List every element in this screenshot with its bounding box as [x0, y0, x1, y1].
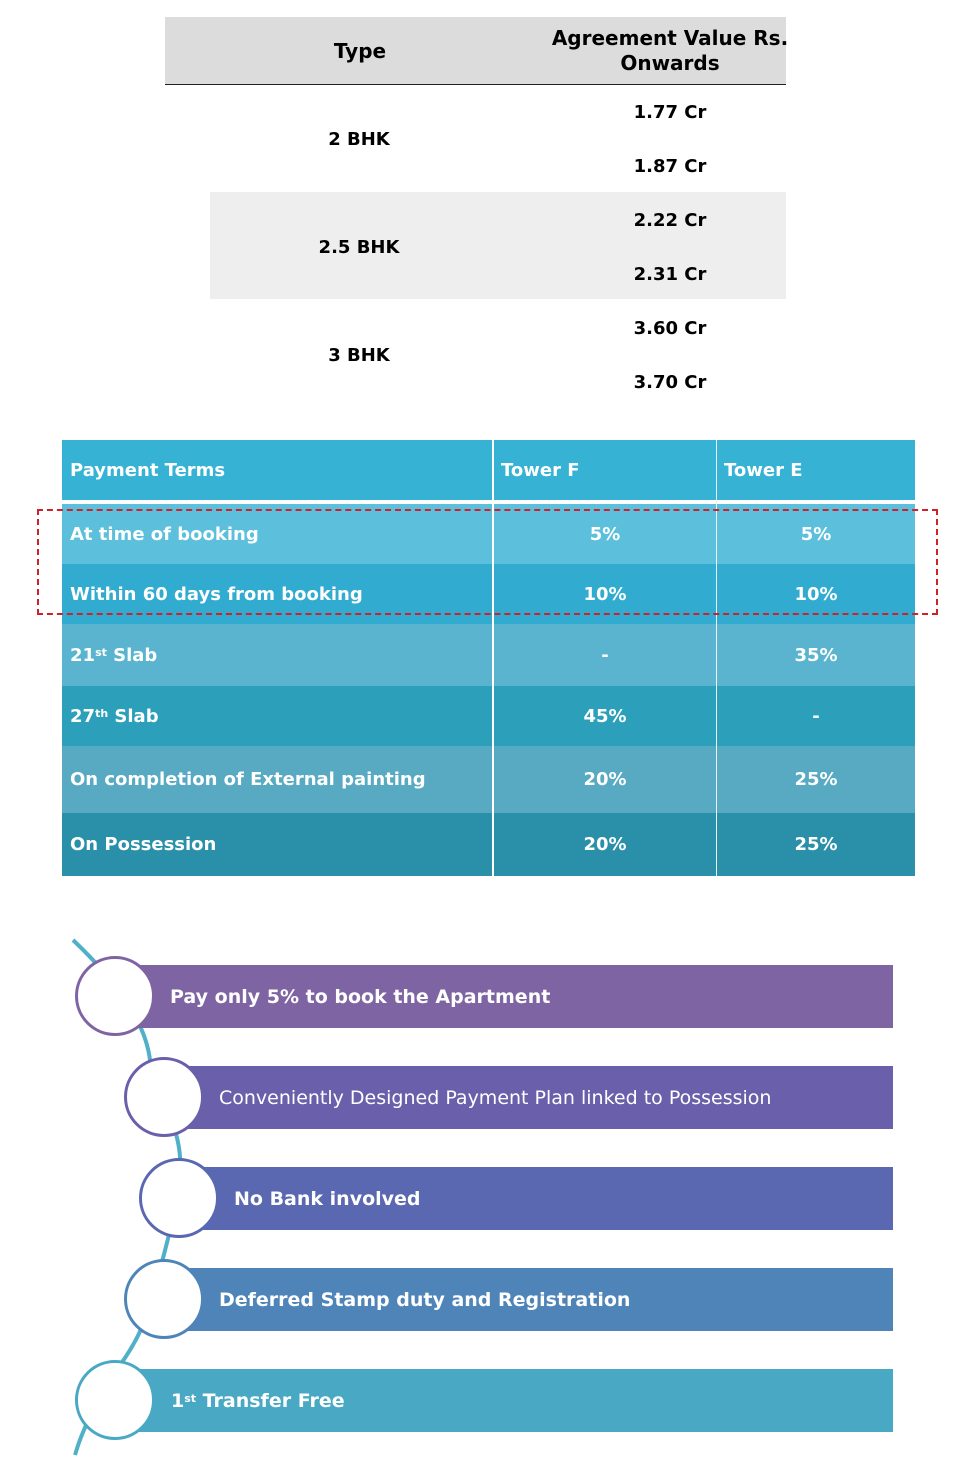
benefit-bar	[165, 1066, 893, 1129]
payment-row	[62, 813, 915, 876]
benefit-text: No Bank involved	[234, 1187, 421, 1210]
tower-f-value: 10%	[583, 583, 627, 605]
type-column-header: Type	[333, 39, 387, 63]
term-label: On completion of External painting	[70, 769, 426, 790]
benefit-bar	[180, 1167, 893, 1230]
tower-f-value: 5%	[589, 523, 621, 545]
payment-terms-table	[62, 440, 915, 876]
slab-number: 21	[70, 644, 96, 666]
value-header-line-1: Agreement Value Rs.	[551, 26, 789, 50]
benefit-bar: 1 $^{st}$ Transfer Free	[115, 1369, 893, 1432]
type-2-5bhk: 2.5 BHK	[318, 237, 400, 258]
tower-f-value: 20%	[583, 834, 627, 855]
slab-text: Slab	[108, 705, 159, 727]
benefit-circle	[75, 1360, 155, 1440]
payment-row	[62, 686, 915, 746]
tower-f-value: -	[601, 644, 609, 666]
benefit-number: 1	[171, 1389, 185, 1412]
benefit-bar	[115, 965, 893, 1028]
tower-f-value: 45%	[583, 705, 627, 727]
tower-e-value: 25%	[794, 834, 838, 855]
value-3bhk-high: 3.70 Cr	[633, 372, 707, 393]
value-2-5bhk-high: 2.31 Cr	[633, 264, 707, 285]
payment-row	[62, 624, 915, 686]
value-header-line-2: Onwards	[620, 51, 720, 75]
pricing-table-header	[165, 17, 789, 85]
slab-number: 27	[70, 705, 96, 727]
benefit-text: Pay only 5% to book the Apartment	[170, 985, 551, 1008]
tower-e-value: 35%	[794, 644, 838, 666]
column-divider	[716, 440, 717, 876]
type-3bhk: 3 BHK	[328, 345, 390, 366]
column-divider	[492, 440, 494, 876]
slab-text: Slab	[106, 644, 158, 666]
tower-e-value: 5%	[800, 523, 832, 545]
term-label: On Possession	[70, 834, 217, 855]
highlight-dashed-box	[37, 509, 938, 615]
benefit-circle	[124, 1259, 204, 1339]
benefit-text: Transfer Free	[196, 1389, 345, 1412]
benefit-text: Conveniently Designed Payment Plan linked to Possession	[219, 1086, 772, 1109]
benefit-bar	[165, 1268, 893, 1331]
term-label: 27 $^{th}$ Slab	[70, 705, 159, 727]
type-2bhk: 2 BHK	[328, 129, 390, 150]
benefit-circle	[124, 1057, 204, 1137]
benefit-text: Deferred Stamp duty and Registration	[219, 1288, 631, 1311]
payment-header-row	[62, 440, 915, 500]
payment-row	[62, 746, 915, 813]
tower-e-value: 10%	[794, 583, 838, 605]
term-label: At time of booking	[70, 523, 259, 545]
tower-e-value: 25%	[794, 769, 838, 790]
value-2-5bhk-low: 2.22 Cr	[633, 210, 707, 231]
value-column-header	[550, 26, 790, 76]
value-3bhk-low: 3.60 Cr	[633, 318, 707, 339]
benefit-circle	[139, 1158, 219, 1238]
tower-e-header: Tower E	[724, 459, 803, 481]
value-2bhk-high: 1.87 Cr	[633, 156, 707, 177]
benefit-circle	[75, 956, 155, 1036]
tower-f-header: Tower F	[501, 459, 580, 481]
payment-terms-header: Payment Terms	[70, 459, 226, 481]
tower-f-value: 20%	[583, 769, 627, 790]
term-label: 21 $^{st}$ Slab	[70, 644, 158, 666]
term-label: Within 60 days from booking	[70, 583, 363, 605]
value-2bhk-low: 1.77 Cr	[633, 102, 707, 123]
tower-e-value: -	[812, 705, 820, 727]
